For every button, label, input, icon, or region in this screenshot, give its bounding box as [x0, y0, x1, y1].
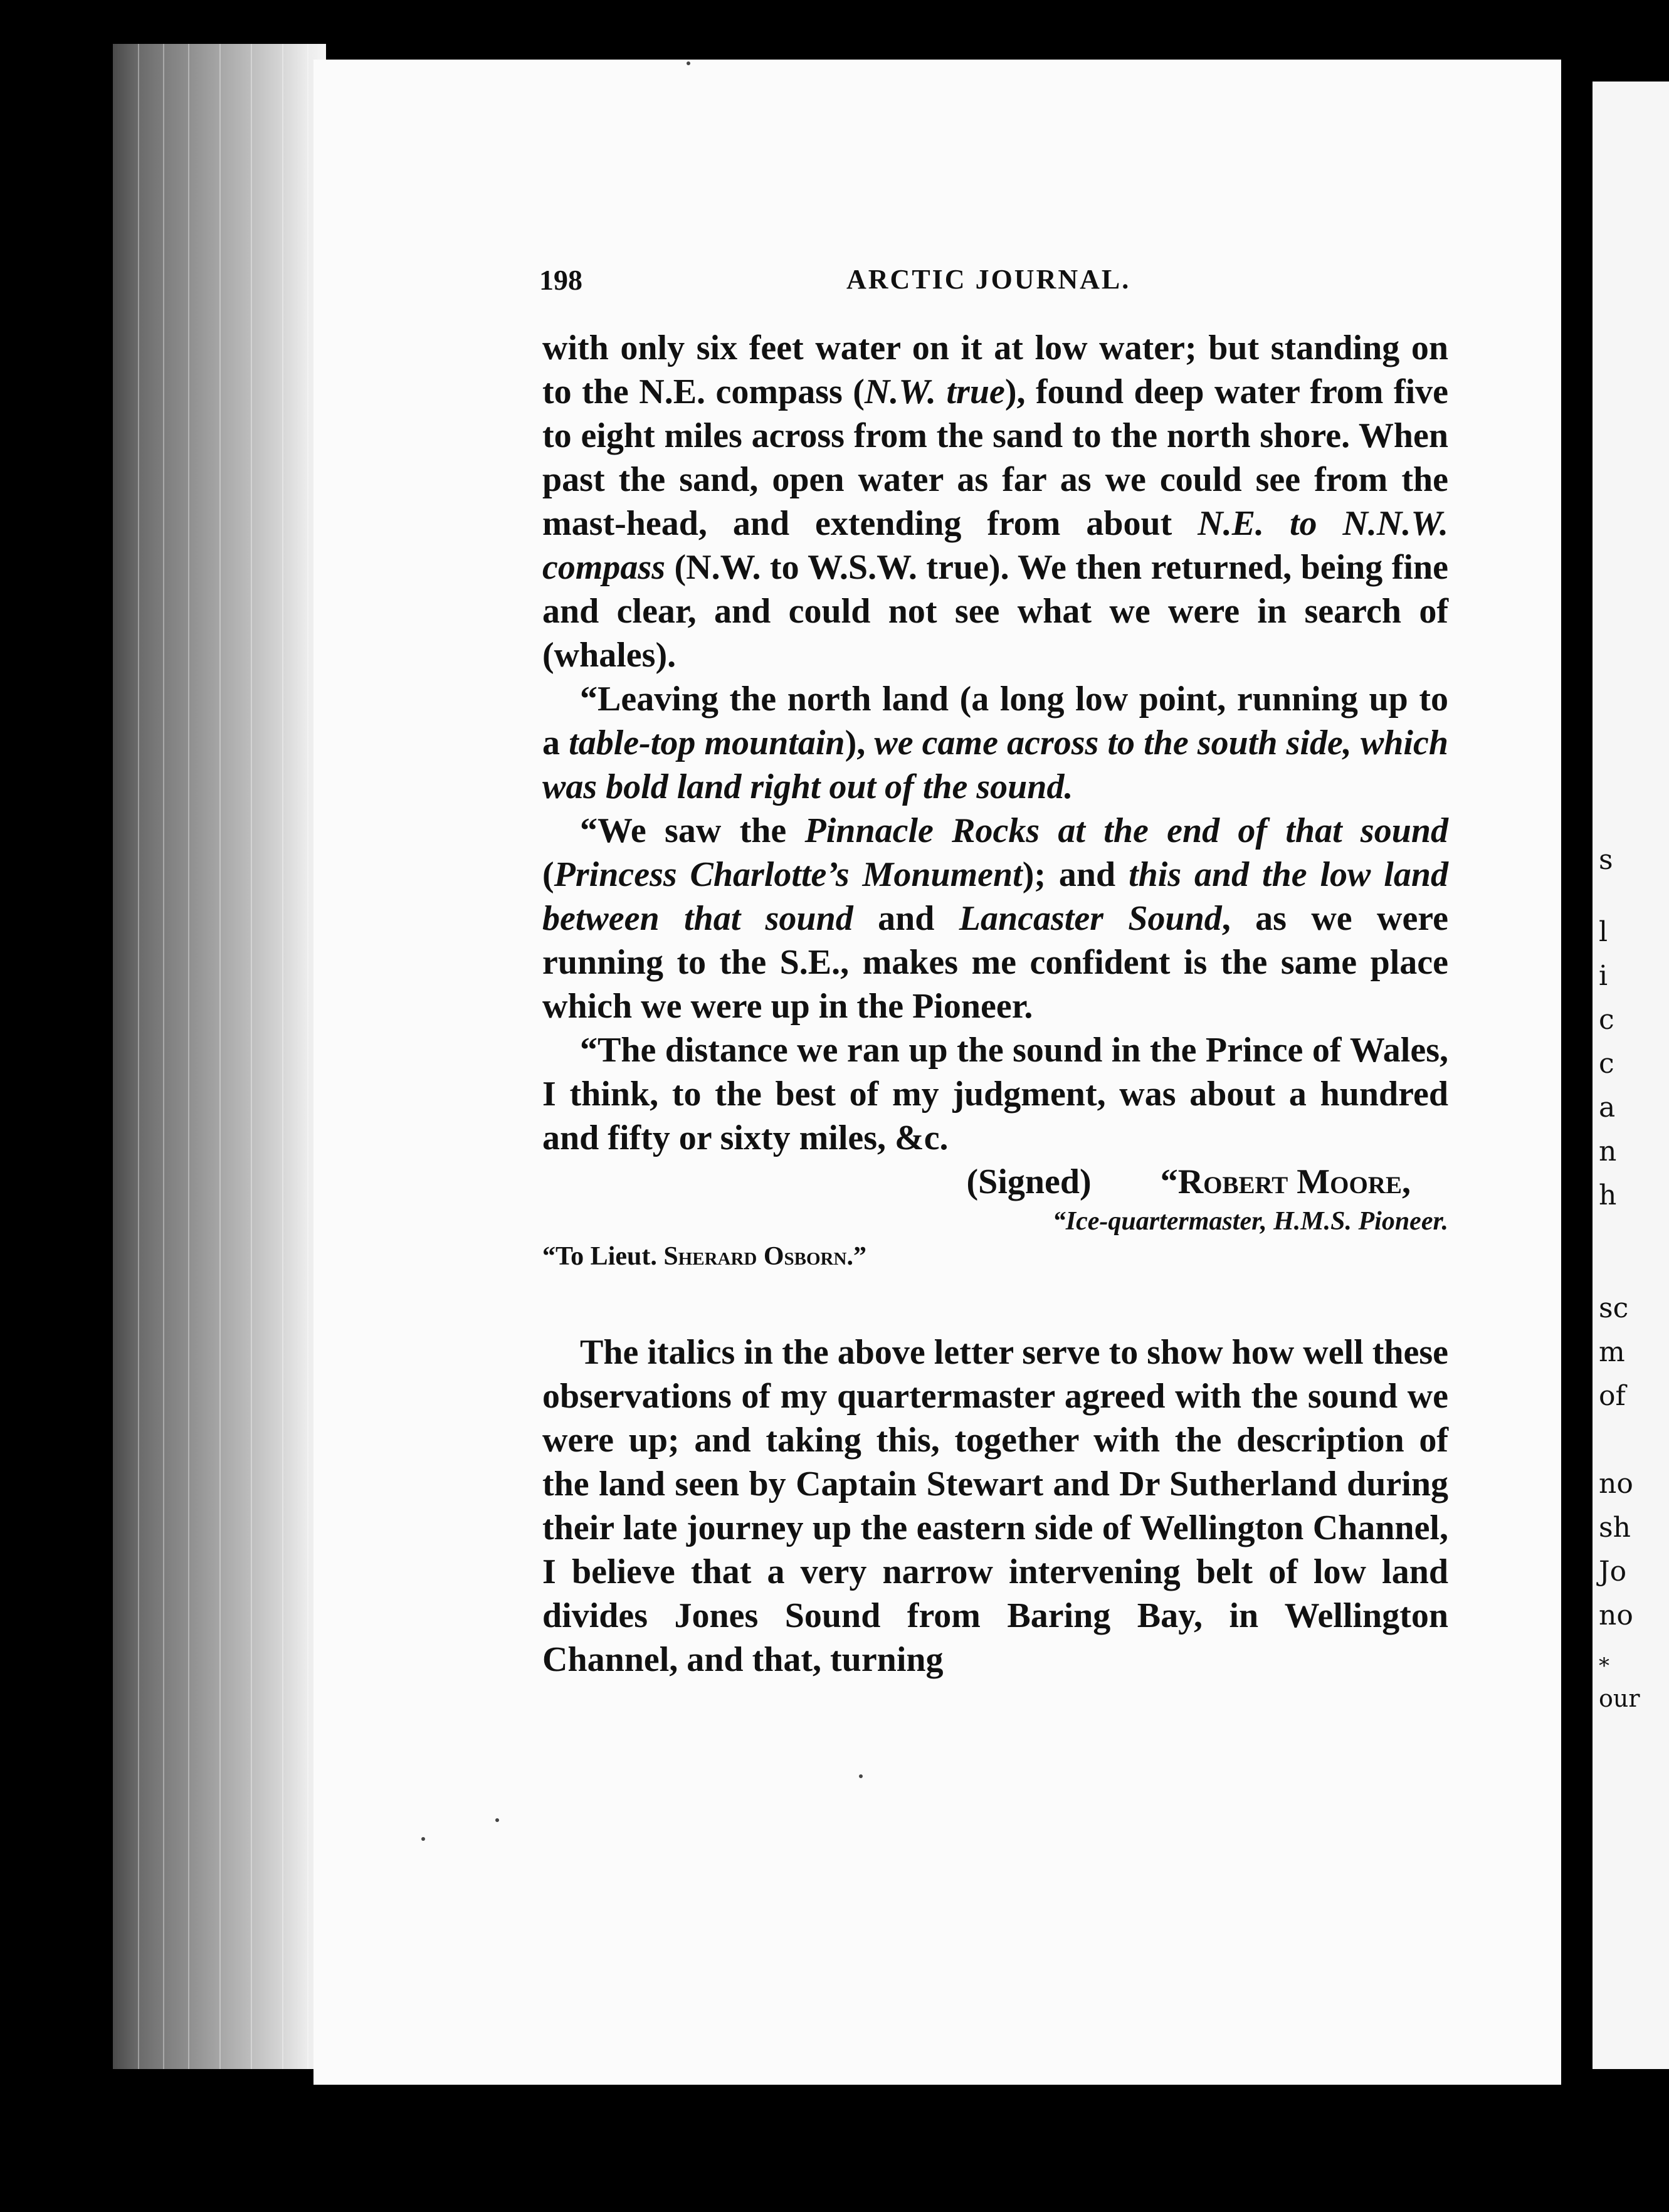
facing-fragment: c	[1599, 1048, 1614, 1080]
signature-line	[542, 1160, 1448, 1204]
facing-fragment: a	[1599, 1092, 1616, 1124]
facing-fragment: h	[1599, 1179, 1617, 1211]
signer-role: “Ice-quartermaster, H.M.S. Pioneer.	[1052, 1207, 1448, 1236]
stacked-page-edges	[113, 44, 326, 2069]
text-run: (N.W. to W.S.W. true). We then returned, being fine and clear, and could not see what we were in search of (whales).	[542, 548, 1448, 675]
facing-fragment: *	[1599, 1653, 1609, 1678]
facing-fragment: sc	[1599, 1292, 1629, 1324]
speck	[687, 61, 690, 65]
addressee-line	[542, 1239, 1448, 1274]
speck	[495, 1818, 499, 1822]
paragraph-4: “The distance we ran up the sound in the Prince of Wales, I think, to the best of my judgment, was about a hundred and fifty or sixty miles, &c.	[542, 1031, 1448, 1157]
italic-run: N.E. to N.N.W. compass	[542, 504, 1448, 587]
text-run: ), found deep water from five to eight miles across from the sand to the north shore. When past the sand, open water as far as we could see from the mast-head, and extending from about	[542, 372, 1448, 543]
page-number: 198	[539, 264, 582, 296]
facing-fragment: l	[1599, 916, 1608, 948]
text-run: (	[542, 855, 554, 894]
text-run: and	[853, 899, 959, 938]
text-run: .”	[846, 1242, 866, 1271]
italic-run: Pinnacle Rocks at the end of that sound	[804, 811, 1448, 850]
facing-page-sliver	[1593, 82, 1669, 2069]
text-run: with only six feet water on it at low water; but standing on to the N.E. compass (	[542, 329, 1448, 411]
facing-fragment: n	[1599, 1135, 1617, 1167]
italic-run: Lancaster Sound	[959, 899, 1222, 938]
facing-fragment: Jo	[1599, 1556, 1627, 1588]
facing-fragment: sh	[1599, 1512, 1631, 1544]
speck	[859, 1774, 863, 1778]
text-run: ),	[845, 724, 875, 762]
page-header	[539, 263, 1448, 301]
text-run: “To Lieut.	[542, 1242, 664, 1271]
text-run: ); and	[1022, 855, 1129, 894]
paragraph-1	[542, 326, 1448, 677]
facing-fragment: our	[1599, 1685, 1640, 1712]
facing-fragment: s	[1599, 844, 1613, 876]
facing-fragment: of	[1599, 1380, 1626, 1412]
section-gap	[542, 1274, 1448, 1330]
signed-label: (Signed)	[966, 1162, 1092, 1201]
facing-fragment: c	[1599, 1004, 1614, 1036]
italic-run: this and the low land between that sound	[542, 855, 1448, 938]
text-run: “Leaving the north land (a long low point, running up to a	[542, 680, 1448, 762]
text-run: “We saw the	[580, 811, 805, 850]
facing-fragment: no	[1599, 1468, 1633, 1500]
page-body	[542, 326, 1448, 1682]
italic-run: table-top mountain	[569, 724, 845, 762]
signer-name: “Robert Moore,	[1160, 1162, 1411, 1201]
addressee-name: Sherard Osborn	[663, 1242, 847, 1271]
paragraph-2	[542, 677, 1448, 809]
italic-run: Princess Charlotte’s Monument	[554, 855, 1023, 894]
text-run: , as we were running to the S.E., makes me confident is the same place which we were up in the Pioneer.	[542, 899, 1448, 1026]
running-head: ARCTIC JOURNAL.	[846, 264, 1131, 295]
facing-fragment: i	[1599, 960, 1608, 992]
speck	[421, 1837, 425, 1841]
facing-fragment: m	[1599, 1336, 1625, 1368]
italic-run: we came across to the south side, which was bold land right out of the sound.	[542, 724, 1448, 806]
paragraph-5: The italics in the above letter serve to show how well these observations of my quartermaster agreed with the sound we were up; and taking this, together with the description of the land seen by Captain Stewart and Dr Sutherland during their late journey up the eastern side of Wellington Channel, I believe that a very narrow intervening belt of low land divides Jones Sound from Baring Bay, in Wellington Channel, and that, turning	[542, 1333, 1448, 1679]
italic-run: N.W. true	[864, 372, 1005, 411]
facing-fragment: no	[1599, 1599, 1633, 1631]
paragraph-3	[542, 809, 1448, 1028]
